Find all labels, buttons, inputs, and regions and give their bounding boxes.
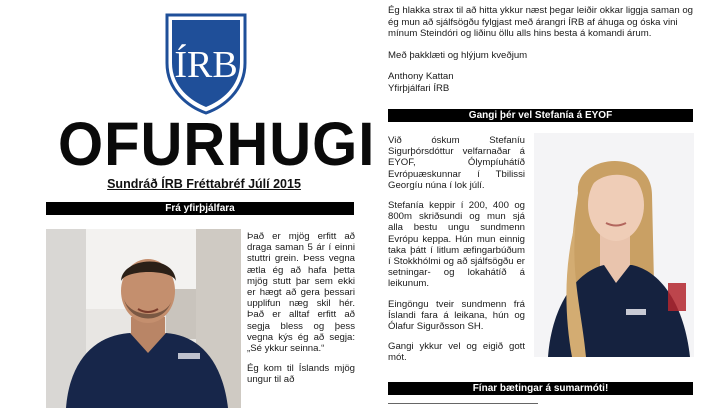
signature-name: Anthony Kattan xyxy=(388,71,454,83)
letter-paragraph-1: Ég hlakka strax til að hitta ykkur næst þegar leiðir okkar liggja saman og ég mun að sjálfsögðu fylgjast með árangri ÍRB af áhuga og óska vini mínum Steindóri og liðinu öllu alls hins besta á komandi árum. xyxy=(388,5,694,40)
coach-paragraph-2: Ég kom til Íslands mjög ungur til að xyxy=(247,363,355,386)
stefania-paragraph-2: Stefanía keppir í 200, 400 og 800m skriðsundi og mun sjá alla bestu ungu sundmenn Evrópu keppa. Hún mun einnig taka þátt í litlum æfingarbúðum í Stokkhólmi og að sjálfsögðu er setningar- og lokahátíð á leikunum. xyxy=(388,200,525,290)
logo-text: ÍRB xyxy=(174,44,238,86)
irb-logo xyxy=(163,11,249,115)
section-header-summer-meet: Fínar bætingar á sumarmóti! xyxy=(388,382,693,395)
coach-photo xyxy=(46,229,241,408)
coach-letter-continued xyxy=(388,5,693,95)
section-header-stefania: Gangi þér vel Stefanía á EYOF xyxy=(388,109,693,122)
section-header-coach: Frá yfirþjálfara xyxy=(46,202,354,215)
signature-title: Yfirþjálfari ÍRB xyxy=(388,82,450,94)
coach-paragraph-1: Það er mjög erfitt að draga saman 5 ár í einni stuttri grein. Þess vegna ætla ég að hafa þetta mjög stutt þar sem ekki er hægt að gera þessari upplifun næg skil hér. Það er alltaf erfitt að segja bless og þess vegna kýs ég að segja: „Sé ykkur seinna.“ xyxy=(247,231,355,355)
coach-article xyxy=(247,231,355,395)
stefania-paragraph-3: Eingöngu tveir sundmenn frá Íslandi fara á leikana, hún og Ólafur Sigurðsson SH. xyxy=(388,298,525,333)
stefania-photo xyxy=(534,133,694,357)
stefania-paragraph-1: Við óskum Stefaníu Sigurþórsdóttur velfarnaðar á EYOF, Ólympíuhátíð Evrópuæskunnar í Tbilissi Georgíu núna í lok júlí. xyxy=(388,135,525,191)
newsletter-subtitle: Sundráð ÍRB Fréttabréf Júlí 2015 xyxy=(107,177,301,191)
letter-closing: Með þakklæti og hlýjum kveðjum xyxy=(388,49,528,61)
text-divider xyxy=(388,403,538,404)
stefania-paragraph-4: Gangi ykkur vel og eigið gott mót. xyxy=(388,341,525,364)
newsletter-title: OFURHUGI xyxy=(58,110,376,179)
stefania-article xyxy=(388,135,525,373)
